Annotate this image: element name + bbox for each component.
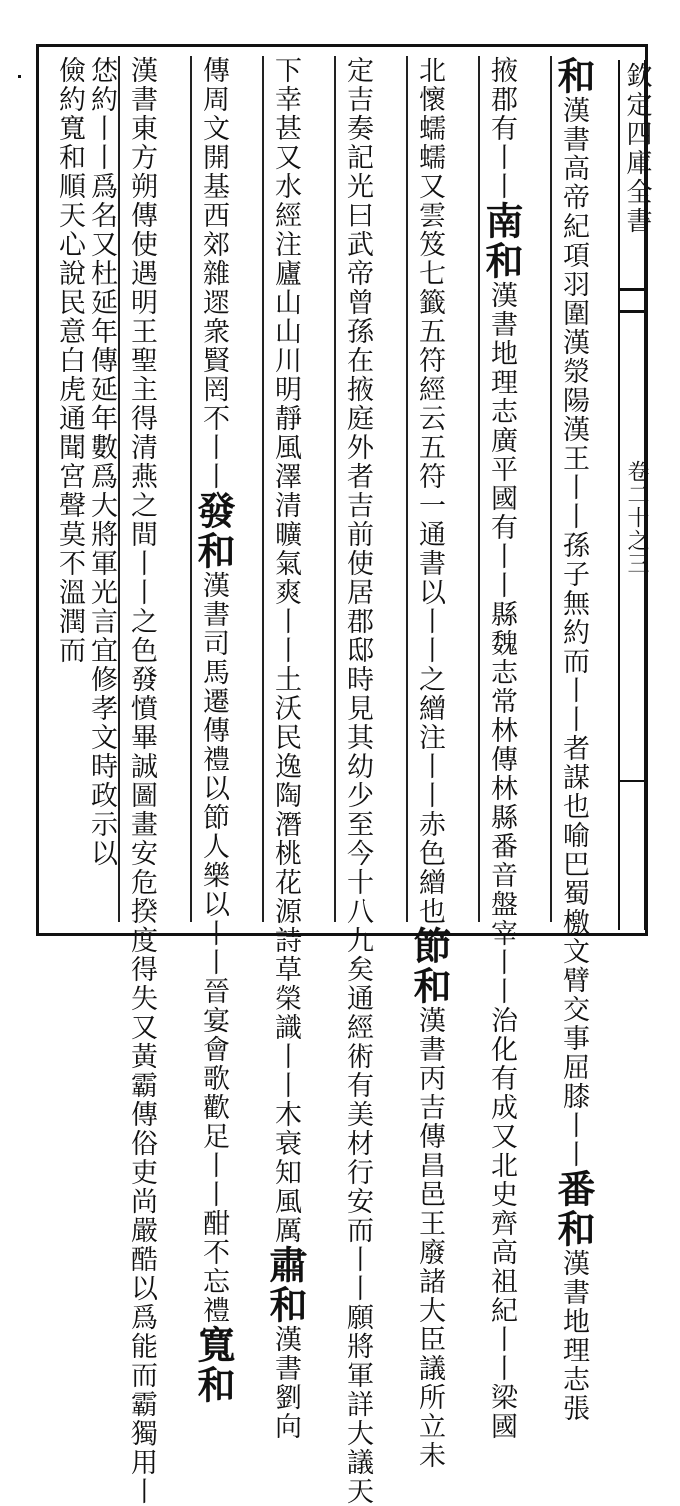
entry-heading: 肅和 bbox=[263, 1245, 308, 1325]
entry-heading: 發和 bbox=[191, 491, 236, 571]
text-column bbox=[191, 56, 236, 1405]
column-rule bbox=[334, 56, 336, 922]
column-text: 漢書高帝紀項羽圍漢滎陽漢王丨丨孫子無約而丨丨者謀也喻巴蜀檄文臂交事屈膝丨丨 bbox=[558, 96, 589, 1169]
column-rule bbox=[550, 56, 552, 922]
column-text: 漢書地理志張 bbox=[558, 1249, 589, 1423]
column-text: 漢書劉向 bbox=[270, 1325, 301, 1441]
column-text: 漢書東方朔傳使遇明王聖主得清燕之間丨丨之色發憤畢誠圖畫安危揆度得失又黃霸傳俗吏尚嚴酷以爲能而霸獨用丨 bbox=[126, 56, 157, 1506]
ink-speck bbox=[18, 75, 21, 78]
column-text: 漢書地理志廣平國有丨丨縣魏志常林傳林縣番音盤宰丨丨治化有成又北史齊高祖紀丨丨梁國 bbox=[486, 281, 517, 1441]
book-title: 欽定四庫全書 bbox=[622, 62, 652, 236]
column-text: 北懷蠕蠕又雲笈七籤五符經云五符一通書以丨丨之繒注丨丨赤色繒也 bbox=[414, 56, 445, 926]
entry-heading: 和 bbox=[551, 56, 596, 96]
column-rule bbox=[262, 56, 264, 922]
fish-tail-mark bbox=[620, 780, 646, 782]
entry-heading: 南和 bbox=[479, 201, 524, 281]
text-column bbox=[479, 56, 524, 1441]
fish-tail-mark bbox=[620, 310, 646, 313]
fish-tail-mark bbox=[620, 288, 646, 291]
entry-heading: 番和 bbox=[551, 1169, 596, 1249]
entry-heading: 寬和 bbox=[191, 1325, 236, 1405]
text-column bbox=[551, 56, 596, 1423]
text-column bbox=[338, 56, 376, 1506]
column-text: 漢書丙吉傳昌邑王廢諸大臣議所立未 bbox=[414, 1006, 445, 1470]
column-text: 漢書司馬遷傳禮以節人樂以丨丨晉宴會歌歡足丨丨酣不忘禮 bbox=[198, 571, 229, 1325]
column-text: 儉約寬和順天心說民意白虎通聞宮聲莫不溫潤而 bbox=[54, 56, 85, 665]
column-rule bbox=[190, 56, 192, 922]
text-column bbox=[50, 56, 88, 921]
volume-label: 卷二十之三 bbox=[624, 460, 649, 575]
column-text: 定吉奏記光曰武帝曾孫在掖庭外者吉前使居郡邸時見其幼少至今十八九矣通經術有美材行安而丨丨願將軍詳大議天 bbox=[342, 56, 373, 1506]
column-text: 掖郡有丨丨 bbox=[486, 56, 517, 201]
entry-heading: 節和 bbox=[407, 926, 452, 1006]
column-rule bbox=[406, 56, 408, 922]
column-text: 下幸甚又水經注廬山山川明靜風澤清曠氣爽丨丨土沃民逸陶潛桃花源詩草榮識丨丨木衰知風厲 bbox=[270, 56, 301, 1245]
text-column bbox=[122, 56, 160, 1506]
column-text: 恷約丨丨爲名又杜延年傳延年數爲大將軍光言宜修孝文時政示以 bbox=[86, 56, 117, 868]
column-text: 傳周文開基西郊雜遝衆賢罔不丨丨 bbox=[198, 56, 229, 491]
margin-strip bbox=[618, 60, 652, 930]
column-rule bbox=[478, 56, 480, 922]
text-column bbox=[407, 56, 452, 1470]
text-column bbox=[263, 56, 308, 1441]
